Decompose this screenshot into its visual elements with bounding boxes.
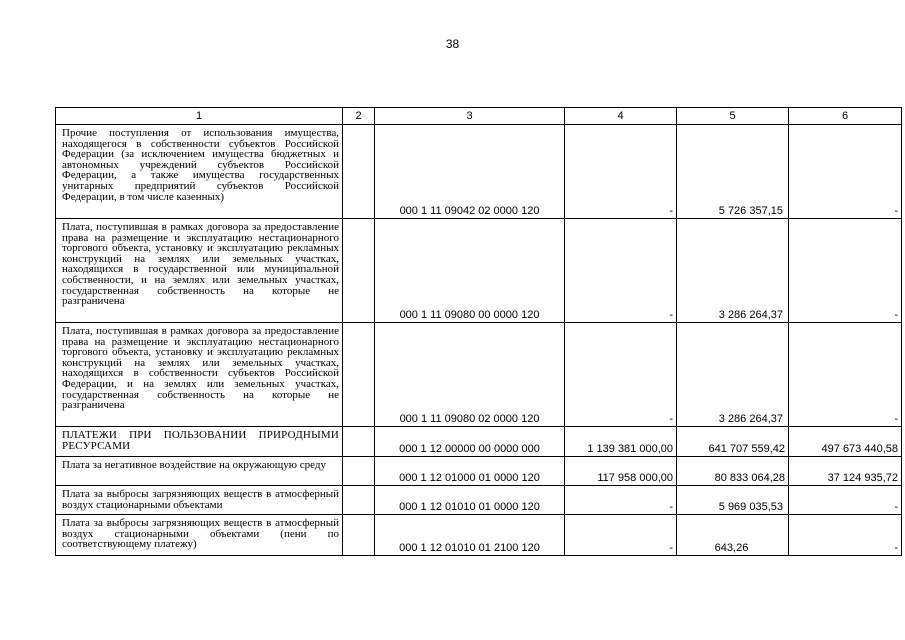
row-value-6: -: [789, 323, 902, 427]
table-row: [56, 427, 902, 457]
row-col2: [343, 486, 375, 515]
table-row: [56, 457, 902, 486]
row-value-4: -: [565, 515, 677, 556]
row-code: 000 1 12 00000 00 0000 000: [375, 427, 565, 457]
row-value-6: 37 124 935,72: [789, 457, 902, 486]
row-code: 000 1 12 01000 01 0000 120: [375, 457, 565, 486]
row-name: Плата за выбросы загрязняющих веществ в атмосферный воздух стационарными объектами: [56, 486, 343, 515]
row-col2: [343, 457, 375, 486]
row-col2: [343, 515, 375, 556]
row-value-4: -: [565, 125, 677, 219]
row-value-6: -: [789, 515, 902, 556]
row-code: 000 1 12 01010 01 2100 120: [375, 515, 565, 556]
row-value-4: -: [565, 486, 677, 515]
table-row: [56, 486, 902, 515]
row-code: 000 1 12 01010 01 0000 120: [375, 486, 565, 515]
row-name: Прочие поступления от использования имущества, находящегося в собственности субъектов Российской Федерации (за исключением имущества бюджетных и автономных учреждений субъектов Российской Федерации, а также имущества государственных унитарных предприятий субъектов Российской Федерации, в том числе казенных): [56, 125, 343, 219]
table-header-row: [56, 108, 902, 125]
row-value-5: 80 833 064,28: [677, 457, 789, 486]
table-row: [56, 515, 902, 556]
row-value-5: 643,26: [677, 515, 789, 556]
row-col2: [343, 125, 375, 219]
row-code: 000 1 11 09042 02 0000 120: [375, 125, 565, 219]
column-header-2: 2: [343, 108, 375, 125]
row-value-5: 5 969 035,53: [677, 486, 789, 515]
row-value-6: -: [789, 219, 902, 323]
row-code: 000 1 11 09080 00 0000 120: [375, 219, 565, 323]
row-name: Плата за выбросы загрязняющих веществ в атмосферный воздух стационарными объектами (пени по соответствующему платежу): [56, 515, 343, 556]
row-value-4: -: [565, 323, 677, 427]
row-name: ПЛАТЕЖИ ПРИ ПОЛЬЗОВАНИИ ПРИРОДНЫМИ РЕСУРСАМИ: [56, 427, 343, 457]
table-row: [56, 323, 902, 427]
row-code: 000 1 11 09080 02 0000 120: [375, 323, 565, 427]
column-header-6: 6: [789, 108, 902, 125]
row-name: Плата за негативное воздействие на окружающую среду: [56, 457, 343, 486]
row-name: Плата, поступившая в рамках договора за предоставление права на размещение и эксплуатацию нестационарного торгового объекта, установку и эксплуатацию рекламных конструкций на землях или земельных участках, находящихся в собственности субъектов Российской Федерации, и на землях или земельных участках, государственная собственность на которые не разграничена: [56, 323, 343, 427]
row-col2: [343, 219, 375, 323]
row-value-4: -: [565, 219, 677, 323]
column-header-3: 3: [375, 108, 565, 125]
row-col2: [343, 323, 375, 427]
row-value-5: 5 726 357,15: [677, 125, 789, 219]
table-row: [56, 219, 902, 323]
column-header-1: 1: [56, 108, 343, 125]
row-name: Плата, поступившая в рамках договора за предоставление права на размещение и эксплуатацию нестационарного торгового объекта, установку и эксплуатацию рекламных конструкций на землях или земельных участках, находящихся в государственной или муниципальной собственности, и на землях или земельных участках, государственная собственность на которые не разграничена: [56, 219, 343, 323]
row-value-5: 641 707 559,42: [677, 427, 789, 457]
row-value-6: -: [789, 486, 902, 515]
row-value-4: 117 958 000,00: [565, 457, 677, 486]
row-value-4: 1 139 381 000,00: [565, 427, 677, 457]
column-header-4: 4: [565, 108, 677, 125]
row-value-6: -: [789, 125, 902, 219]
row-value-5: 3 286 264,37: [677, 323, 789, 427]
table-row: [56, 125, 902, 219]
row-col2: [343, 427, 375, 457]
page-number: 38: [445, 37, 460, 51]
revenue-table: [55, 107, 902, 556]
row-value-6: 497 673 440,58: [789, 427, 902, 457]
row-value-5: 3 286 264,37: [677, 219, 789, 323]
column-header-5: 5: [677, 108, 789, 125]
